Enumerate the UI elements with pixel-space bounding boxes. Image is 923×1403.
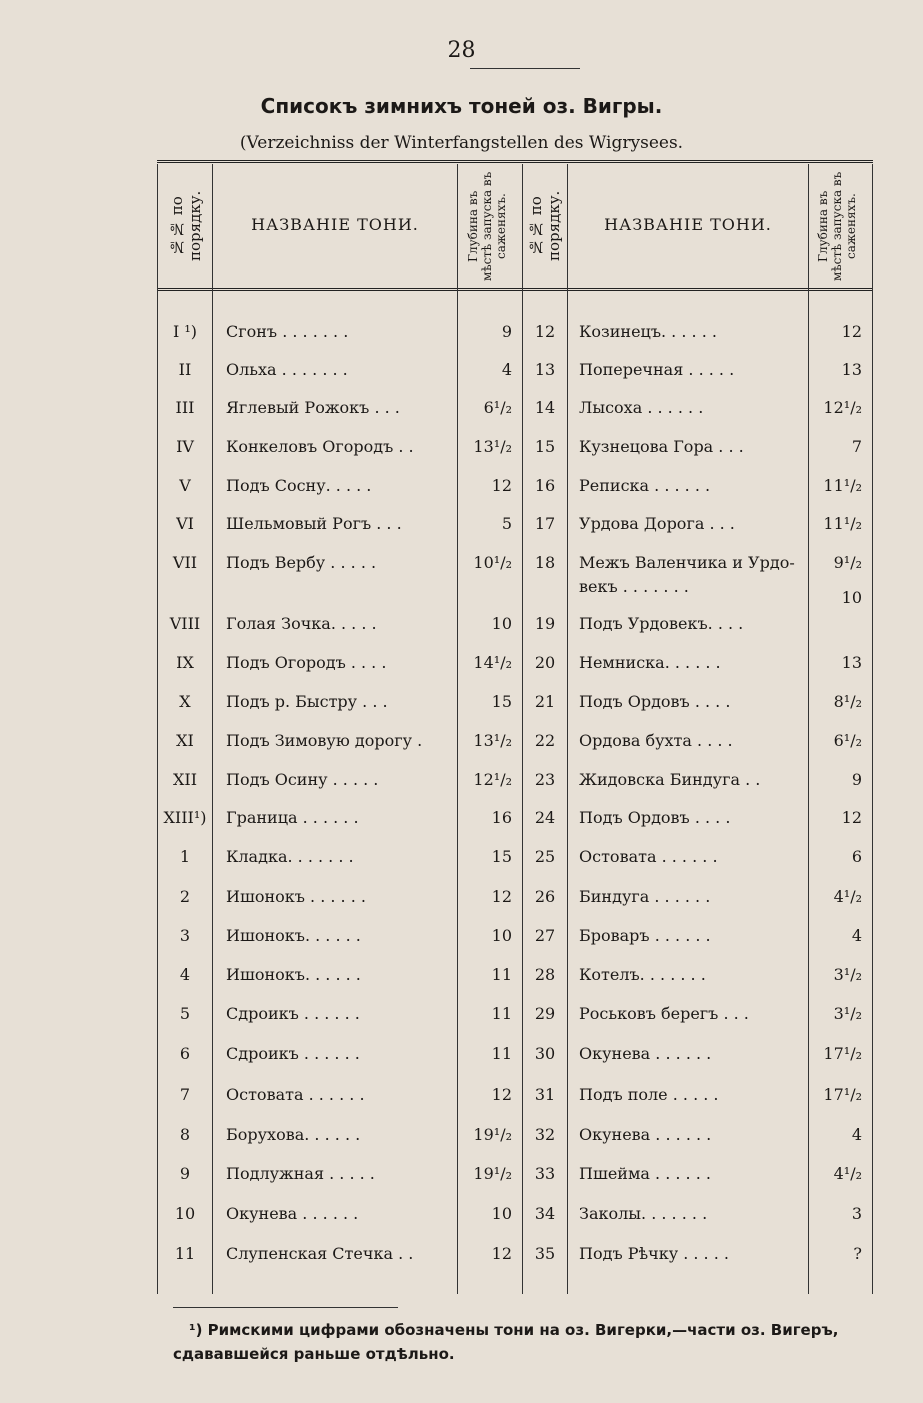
fishing-spot-name: Подъ поле . . . . .: [579, 1085, 719, 1104]
fishing-spot-name: Борухова. . . . . .: [226, 1125, 361, 1144]
row-number: I ¹): [172, 322, 198, 341]
row-number: II: [178, 360, 192, 379]
depth-value: 13¹/₂: [473, 731, 512, 750]
row-number: 11: [174, 1244, 196, 1263]
depth-value: 12: [841, 808, 862, 827]
fishing-spot-name: Сдроикъ . . . . . .: [226, 1044, 360, 1063]
depth-value: 13: [841, 360, 862, 379]
fishing-spot-name: Урдова Дорога . . .: [579, 514, 735, 533]
row-number: VI: [176, 514, 194, 533]
header-name-left: НАЗВАНІЕ ТОНИ.: [251, 215, 419, 234]
row-number: VII: [172, 553, 198, 572]
depth-value: 19¹/₂: [473, 1125, 512, 1144]
fishing-spot-name: Остовата . . . . . .: [226, 1085, 365, 1104]
fishing-spot-name: Шельмовый Рогъ . . .: [226, 514, 402, 533]
fishing-spot-name: Кузнецова Гора . . .: [579, 437, 744, 456]
depth-value: ?: [853, 1244, 862, 1263]
fishing-spot-name: Биндуга . . . . . .: [579, 887, 711, 906]
fishing-spot-name: Козинецъ. . . . . .: [579, 322, 717, 341]
fishing-spot-name: Немниска. . . . . .: [579, 653, 721, 672]
depth-value: 10¹/₂: [473, 553, 512, 572]
depth-value: 12: [491, 476, 512, 495]
row-number: 33: [534, 1164, 556, 1183]
row-number: 17: [534, 514, 556, 533]
footnote: [173, 1318, 873, 1366]
row-number: 20: [534, 653, 556, 672]
table-top-rule: [157, 160, 873, 163]
fishing-spot-name: Конкеловъ Огородъ . .: [226, 437, 414, 456]
fishing-spot-name: Голая Зочка. . . . .: [226, 614, 377, 633]
fishing-spot-name: Пшейма . . . . . .: [579, 1164, 711, 1183]
depth-value: 5: [501, 514, 512, 533]
fishing-spot-name: Броваръ . . . . . .: [579, 926, 711, 945]
fishing-spot-name: Подлужная . . . . .: [226, 1164, 375, 1183]
row-number: IV: [176, 437, 194, 456]
fishing-spot-name: Подъ Рѣчку . . . . .: [579, 1244, 729, 1263]
fishing-spot-name: Ишонокъ . . . . . .: [226, 887, 366, 906]
row-number: XII: [172, 770, 198, 789]
row-number: XI: [176, 731, 194, 750]
table-border-left: [157, 164, 158, 1294]
depth-value: 12¹/₂: [473, 770, 512, 789]
row-number: VIII: [169, 614, 201, 633]
depth-value: 4: [501, 360, 512, 379]
depth-value: 13: [841, 653, 862, 672]
depth-value: 4¹/₂: [833, 887, 862, 906]
fishing-spot-name: Кладка. . . . . . .: [226, 847, 354, 866]
depth-value: 16: [491, 808, 512, 827]
depth-value: 11: [491, 1004, 512, 1023]
depth-value: 3¹/₂: [833, 1004, 862, 1023]
fishing-spot-name: Лысоха . . . . . .: [579, 398, 704, 417]
depth-value: 13¹/₂: [473, 437, 512, 456]
fishing-spot-name: Подъ Ордовъ . . . .: [579, 808, 731, 827]
fishing-spot-name: Подъ Сосну. . . . .: [226, 476, 372, 495]
fishing-spot-name: Окунева . . . . . .: [579, 1125, 712, 1144]
fishing-spot-name: Остовата . . . . . .: [579, 847, 718, 866]
depth-value: 8¹/₂: [833, 692, 862, 711]
depth-value: 10: [841, 588, 862, 607]
row-number: 13: [534, 360, 556, 379]
header-number-left: №№ по порядку.: [168, 190, 204, 262]
depth-value: 17¹/₂: [823, 1044, 862, 1063]
depth-value: 6¹/₂: [483, 398, 512, 417]
depth-value: 15: [491, 692, 512, 711]
header-number-right: №№ по порядку.: [527, 190, 563, 262]
row-number: 3: [179, 926, 191, 945]
fishing-spot-name: Сгонъ . . . . . . .: [226, 322, 349, 341]
depth-value: 4: [851, 926, 862, 945]
row-number: 19: [534, 614, 556, 633]
fishing-spot-name: Заколы. . . . . . .: [579, 1204, 708, 1223]
depth-value: 9¹/₂: [833, 553, 862, 572]
depth-value: 17¹/₂: [823, 1085, 862, 1104]
fishing-spot-name: Подъ Огородъ . . . .: [226, 653, 387, 672]
row-number: 10: [174, 1204, 196, 1223]
depth-value: 3¹/₂: [833, 965, 862, 984]
depth-value: 4: [851, 1125, 862, 1144]
page-number: 28: [447, 38, 476, 63]
row-number: 30: [534, 1044, 556, 1063]
row-number: 31: [534, 1085, 556, 1104]
depth-value: 11¹/₂: [823, 476, 862, 495]
depth-value: 9: [501, 322, 512, 341]
fishing-spot-name: Подъ Урдовекъ. . . .: [579, 614, 744, 633]
depth-value: 6: [851, 847, 862, 866]
fishing-spot-name: Жидовска Биндуга . .: [579, 770, 761, 789]
header-depth-right: Глубина въ мѣстѣ запуска въ саженяхъ.: [816, 171, 858, 281]
row-number: 22: [534, 731, 556, 750]
depth-value: 10: [491, 1204, 512, 1223]
fishing-spot-name: Реписка . . . . . .: [579, 476, 711, 495]
footnote-rule: [173, 1307, 398, 1308]
fishing-spot-name: Ольха . . . . . . .: [226, 360, 348, 379]
row-number: III: [175, 398, 195, 417]
row-number: 25: [534, 847, 556, 866]
row-number: 6: [179, 1044, 191, 1063]
row-number: 5: [179, 1004, 191, 1023]
depth-value: 12: [841, 322, 862, 341]
fishing-spot-name: Подъ Осину . . . . .: [226, 770, 379, 789]
row-number: 26: [534, 887, 556, 906]
row-number: XIII¹): [163, 808, 207, 827]
footnote-line-1: ¹) Римскими цифрами обозначены тони на оз. Вигерки,—части оз. Вигеръ,: [189, 1321, 839, 1339]
row-number: 23: [534, 770, 556, 789]
fishing-spot-name: Подъ Зимовую дорогу .: [226, 731, 423, 750]
row-number: 1: [179, 847, 191, 866]
fishing-spot-name: Ордова бухта . . . .: [579, 731, 733, 750]
header-depth-left: Глубина въ мѣстѣ запуска въ саженяхъ.: [466, 171, 508, 281]
row-number: 28: [534, 965, 556, 984]
depth-value: 14¹/₂: [473, 653, 512, 672]
table-header-rule: [157, 288, 873, 291]
row-number: 14: [534, 398, 556, 417]
row-number: 35: [534, 1244, 556, 1263]
fishing-spot-name: Котелъ. . . . . . .: [579, 965, 706, 984]
depth-value: 15: [491, 847, 512, 866]
row-number: 2: [179, 887, 191, 906]
fishing-spot-name-continued: векъ . . . . . . .: [579, 577, 689, 596]
fishing-spot-name: Подъ Ордовъ . . . .: [579, 692, 731, 711]
depth-value: 11: [491, 1044, 512, 1063]
fishing-spot-name: Поперечная . . . . .: [579, 360, 735, 379]
document-subtitle: (Verzeichniss der Winterfangstellen des Wigrysees.: [239, 133, 684, 153]
fishing-spot-name: Окунева . . . . . .: [226, 1204, 359, 1223]
depth-value: 7: [851, 437, 862, 456]
depth-value: 4¹/₂: [833, 1164, 862, 1183]
header-name-right: НАЗВАНІЕ ТОНИ.: [604, 215, 772, 234]
depth-value: 9: [851, 770, 862, 789]
fishing-spot-name: Окунева . . . . . .: [579, 1044, 712, 1063]
row-number: X: [179, 692, 191, 711]
fishing-spot-name: Подъ р. Быстру . . .: [226, 692, 388, 711]
depth-value: 10: [491, 926, 512, 945]
row-number: 27: [534, 926, 556, 945]
depth-value: 11: [491, 965, 512, 984]
fishing-spot-name: Межъ Валенчика и Урдо-: [579, 553, 795, 572]
row-number: 18: [534, 553, 556, 572]
row-number: 12: [534, 322, 556, 341]
depth-value: 3: [851, 1204, 862, 1223]
depth-value: 10: [491, 614, 512, 633]
document-title: Списокъ зимнихъ тоней оз. Вигры.: [260, 94, 663, 118]
column-divider: [457, 164, 458, 1294]
row-number: 16: [534, 476, 556, 495]
row-number: 24: [534, 808, 556, 827]
fishing-spot-name: Слупенская Стечка . .: [226, 1244, 414, 1263]
fishing-spot-name: Подъ Вербу . . . . .: [226, 553, 377, 572]
fishing-spot-name: Граница . . . . . .: [226, 808, 359, 827]
row-number: 34: [534, 1204, 556, 1223]
depth-value: 12: [491, 887, 512, 906]
depth-value: 11¹/₂: [823, 514, 862, 533]
fishing-spot-name: Ишонокъ. . . . . .: [226, 965, 361, 984]
row-number: 29: [534, 1004, 556, 1023]
column-divider: [567, 164, 568, 1294]
fishing-spot-name: Роськовъ берегъ . . .: [579, 1004, 749, 1023]
row-number: IX: [176, 653, 194, 672]
column-divider: [212, 164, 213, 1294]
row-number: V: [179, 476, 191, 495]
fishing-spot-name: Ишонокъ. . . . . .: [226, 926, 361, 945]
depth-value: 12: [491, 1085, 512, 1104]
row-number: 32: [534, 1125, 556, 1144]
table-border-right: [872, 164, 873, 1294]
column-divider: [808, 164, 809, 1294]
row-number: 7: [179, 1085, 191, 1104]
fishing-spot-name: Яглевый Рожокъ . . .: [226, 398, 400, 417]
depth-value: 12: [491, 1244, 512, 1263]
row-number: 8: [179, 1125, 191, 1144]
row-number: 4: [179, 965, 191, 984]
row-number: 21: [534, 692, 556, 711]
footnote-line-2: сдававшейся раньше отдѣльно.: [173, 1345, 455, 1363]
fishing-spot-name: Сдроикъ . . . . . .: [226, 1004, 360, 1023]
depth-value: 12¹/₂: [823, 398, 862, 417]
page-number-rule: [470, 68, 580, 69]
depth-value: 6¹/₂: [833, 731, 862, 750]
row-number: 9: [179, 1164, 191, 1183]
row-number: 15: [534, 437, 556, 456]
depth-value: 19¹/₂: [473, 1164, 512, 1183]
